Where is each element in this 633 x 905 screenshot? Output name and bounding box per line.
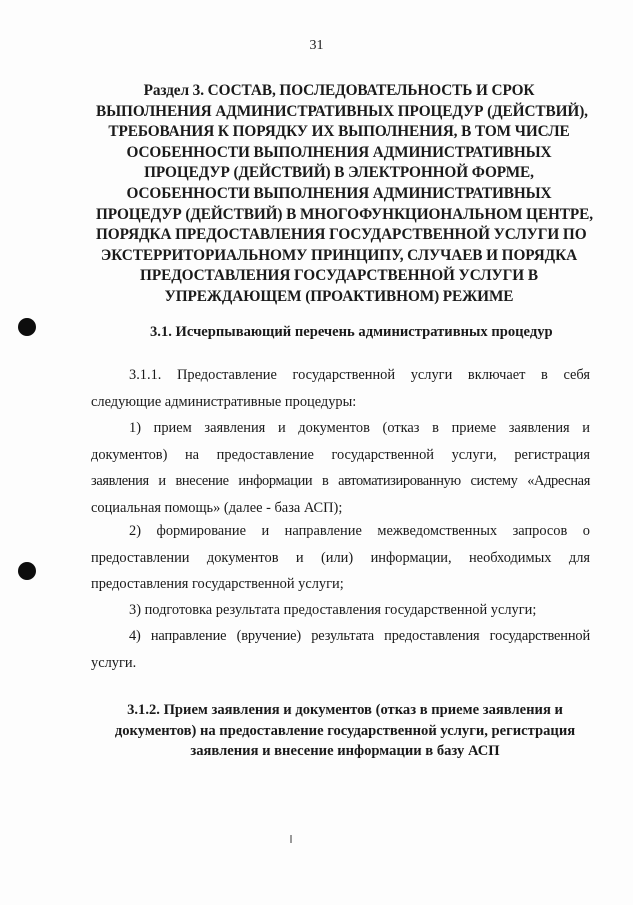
paragraph-line: 1) прием заявления и документов (отказ в приеме заявления и <box>129 420 590 436</box>
paragraph-line: предоставлении документов и (или) информации, необходимых для <box>91 549 590 566</box>
section-title-line: ПРОЦЕДУР (ДЕЙСТВИЙ) В МНОГОФУНКЦИОНАЛЬНОМ ЦЕНТРЕ, <box>96 205 593 223</box>
scan-artifact <box>290 835 292 843</box>
hole-punch-mark <box>18 318 36 336</box>
paragraph-line: следующие административные процедуры: <box>91 393 357 410</box>
paragraph-line: предоставления государственной услуги; <box>91 576 344 593</box>
list-item-2 <box>91 518 590 598</box>
section-title-line: ТРЕБОВАНИЯ К ПОРЯДКУ ИХ ВЫПОЛНЕНИЯ, В ТОМ ЧИСЛЕ <box>108 123 570 141</box>
paragraph-3-1-1 <box>91 362 590 415</box>
paragraph-line: заявления и внесение информации в автоматизированную систему «Адресная <box>91 473 590 490</box>
section-title-line: ПРОЦЕДУР (ДЕЙСТВИЙ) В ЭЛЕКТРОННОЙ ФОРМЕ, <box>144 164 534 182</box>
heading-line: заявления и внесение информации в базу АСП <box>190 743 500 760</box>
paragraph-line: документов) на предоставление государственной услуги, регистрация <box>91 446 590 463</box>
section-title-line: ЭКСТЕРРИТОРИАЛЬНОМУ ПРИНЦИПУ, СЛУЧАЕВ И ПОРЯДКА <box>100 246 578 264</box>
section-title-line: ОСОБЕННОСТИ ВЫПОЛНЕНИЯ АДМИНИСТРАТИВНЫХ <box>126 143 552 161</box>
section-title-line: Раздел 3. СОСТАВ, ПОСЛЕДОВАТЕЛЬНОСТЬ И СРОК <box>143 82 535 99</box>
section-title-line: УПРЕЖДАЮЩЕМ (ПРОАКТИВНОМ) РЕЖИМЕ <box>164 287 514 305</box>
heading-line: 3.1.2. Прием заявления и документов (отказ в приеме заявления и <box>127 702 563 718</box>
paragraph-line: социальная помощь» (далее - база АСП); <box>91 499 343 516</box>
list-item-3 <box>91 597 590 624</box>
paragraph-line: услуги. <box>91 654 137 671</box>
paragraph-line: 4) направление (вручение) результата предоставления государственной <box>129 628 590 644</box>
page-number: 31 <box>309 38 324 53</box>
heading-line: документов) на предоставление государственной услуги, регистрация <box>114 722 576 739</box>
paragraph-line: 2) формирование и направление межведомственных запросов о <box>129 523 590 539</box>
hole-punch-mark <box>18 562 36 580</box>
section-title-line: ПРЕДОСТАВЛЕНИЯ ГОСУДАРСТВЕННОЙ УСЛУГИ В <box>140 267 538 285</box>
subsection-heading: 3.1. Исчерпывающий перечень административных процедур <box>150 324 553 340</box>
section-title <box>96 81 593 308</box>
list-item-4 <box>91 623 590 676</box>
section-title-line: ВЫПОЛНЕНИЯ АДМИНИСТРАТИВНЫХ ПРОЦЕДУР (ДЕЙСТВИЙ), <box>96 102 588 120</box>
paragraph-line: 3.1.1. Предоставление государственной услуги включает в себя <box>129 367 590 383</box>
subsection-heading-3-1-2 <box>100 700 590 762</box>
section-title-line: ОСОБЕННОСТИ ВЫПОЛНЕНИЯ АДМИНИСТРАТИВНЫХ <box>126 184 552 202</box>
paragraph-line: 3) подготовка результата предоставления государственной услуги; <box>129 602 537 618</box>
list-item-1 <box>91 415 590 521</box>
section-title-line: ПОРЯДКА ПРЕДОСТАВЛЕНИЯ ГОСУДАРСТВЕННОЙ УСЛУГИ ПО <box>96 226 587 244</box>
